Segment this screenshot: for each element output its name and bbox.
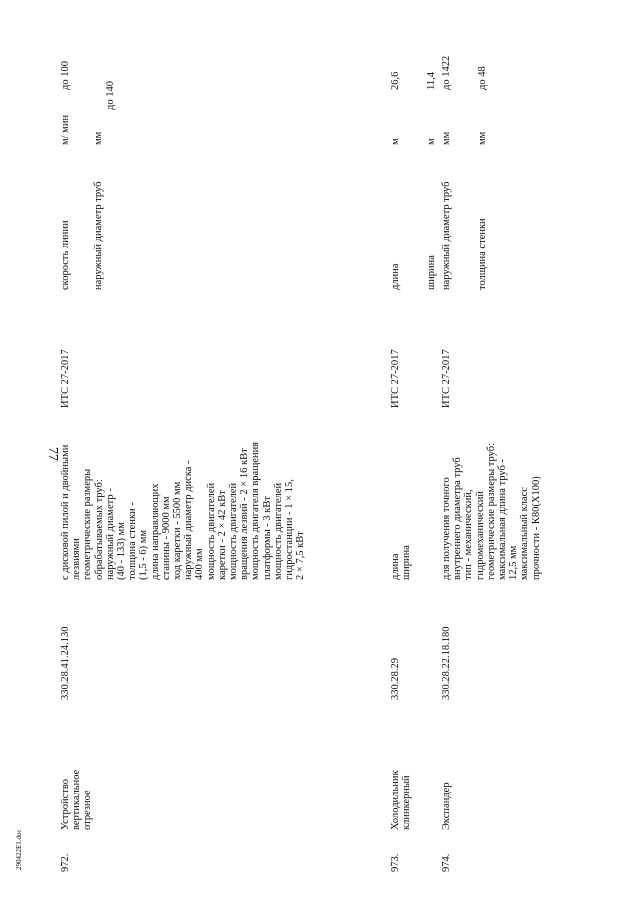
param-unit: мм — [477, 131, 488, 145]
param-unit: мм — [441, 131, 452, 145]
equipment-name: Экспандер — [441, 782, 452, 830]
equipment-code: 330.28.41.24.130 — [60, 626, 71, 700]
param-unit: м — [390, 138, 401, 145]
row-number: 974. — [441, 853, 452, 872]
row-number: 973. — [390, 853, 401, 872]
equipment-name: Холодильник клинкерный — [390, 770, 413, 830]
rotated-table-frame — [58, 30, 578, 880]
reference-document: ИТС 27-2017 — [60, 349, 71, 408]
param-value: до 100 — [60, 61, 71, 90]
param-name: ширина — [426, 255, 437, 290]
param-value: 11,4 — [426, 72, 437, 90]
equipment-name: Устройство вертикальное отрезное — [60, 769, 94, 830]
row-number: 972. — [60, 853, 71, 872]
equipment-spec: длина ширина — [390, 545, 413, 580]
equipment-table — [58, 30, 578, 880]
param-name: наружный диаметр труб — [441, 181, 452, 290]
param-value: до 1422 — [441, 55, 452, 90]
param-unit: м/ мин — [60, 114, 71, 145]
param-unit: м — [426, 138, 437, 145]
footer-file-code: 290422E1.doc — [15, 829, 23, 870]
param-value: 26,6 — [390, 71, 401, 90]
equipment-code: 330.28.29 — [390, 658, 401, 700]
page-number: 77 — [45, 447, 60, 461]
param-value: до 48 — [477, 66, 488, 90]
param-name: скорость линии — [60, 220, 71, 290]
param-name: длина — [390, 263, 401, 290]
param-name: наружный диаметр труб — [93, 181, 104, 290]
equipment-spec: с дисковой пилой и двойными лезвиями геометрические размеры обрабатываемых труб: наружный диаметр - (40 - 133) мм толщина стенки - (1,5 - 6) мм длина направляющих станины - 9000 мм ход каретки - 5500 мм наружный диаметр диска - 400 мм мощность двигателей каретки - 2 × 42 кВт мощность двигателей вращения лезвий - 2 × 16 кВт мощность двигателя вращения платформы - 3 кВт мощность двигателей гидростанции - 1 × 15, 2 × 7,5 кВт — [60, 441, 307, 580]
param-name: толщина стенки — [477, 218, 488, 290]
reference-document: ИТС 27-2017 — [441, 349, 452, 408]
param-value: до 140 — [105, 81, 116, 110]
equipment-code: 330.28.22.18.180 — [441, 626, 452, 700]
reference-document: ИТС 27-2017 — [390, 349, 401, 408]
param-unit: мм — [93, 131, 104, 145]
equipment-spec: для получения точного внутреннего диаметра труб тип - механический, гидромеханический геометрические размеры труб: максимальная длина труб - 12,5 мм максимальный класс прочности - К80(Х100) — [441, 443, 542, 580]
